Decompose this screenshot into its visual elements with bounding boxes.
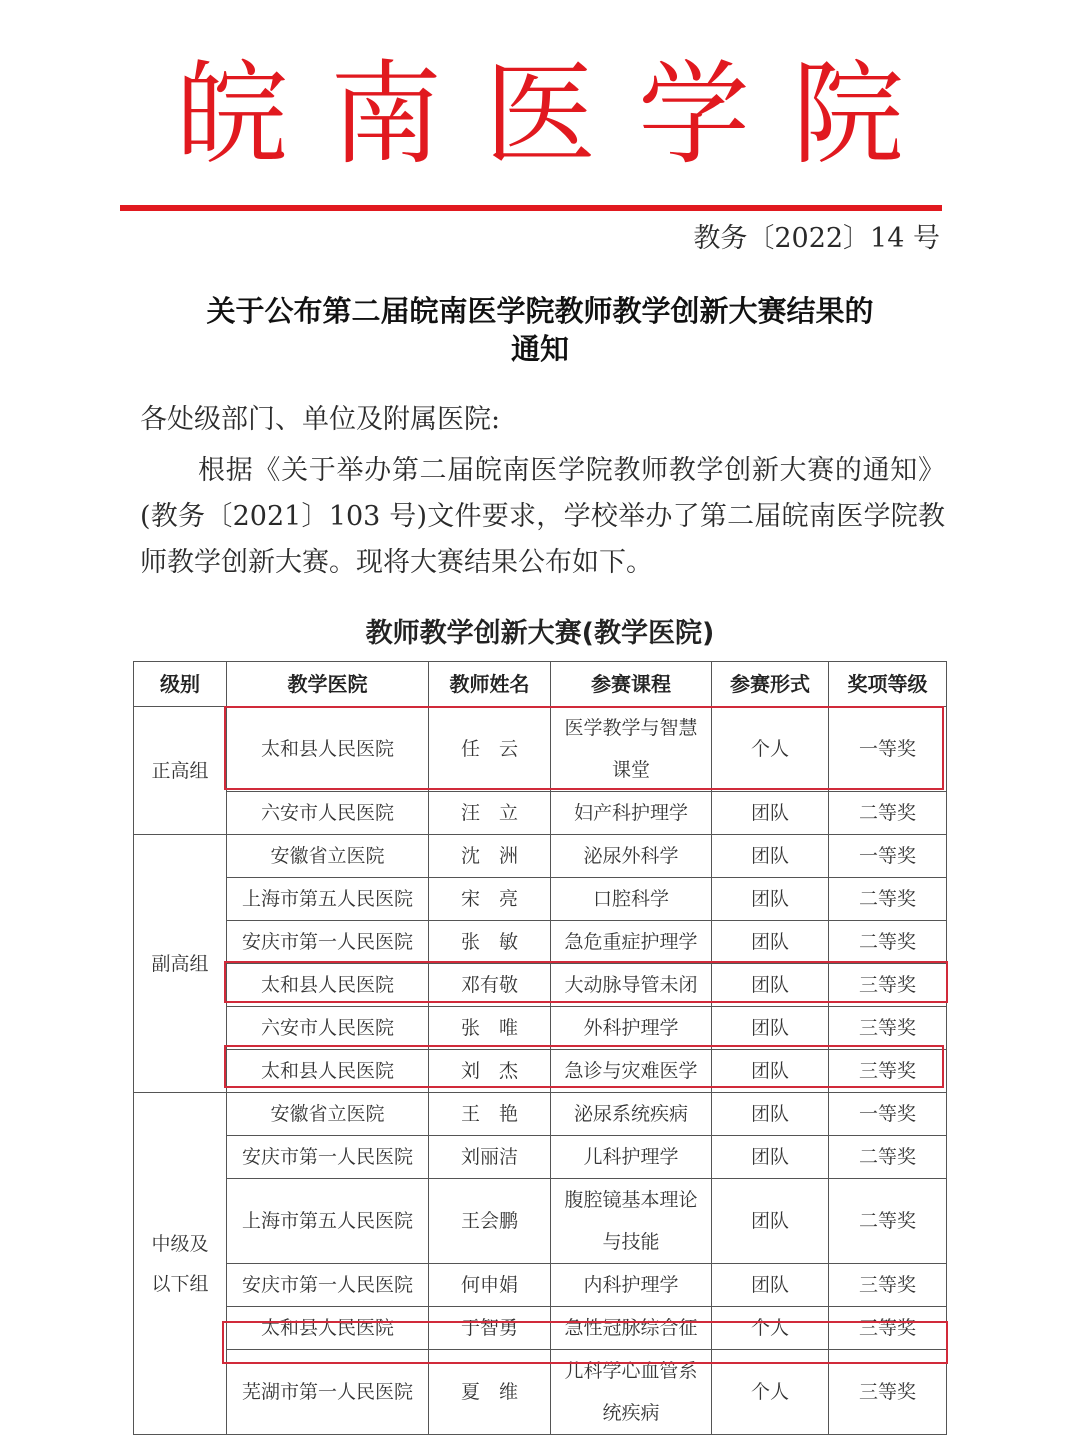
notice-body: 根据《关于举办第二届皖南医学院教师教学创新大赛的通知》(教务〔2021〕103 号)文件要求，学校举办了第二届皖南医学院教师教学创新大赛。现将大赛结果公布如下。 xyxy=(140,455,945,578)
cell-course: 儿科护理学 xyxy=(551,1136,712,1179)
table-row xyxy=(134,1179,947,1264)
cell-course: 泌尿外科学 xyxy=(551,835,712,878)
table-row xyxy=(134,1307,947,1350)
masthead-red-rule xyxy=(120,205,942,211)
cell-format: 个人 xyxy=(712,1307,829,1350)
cell-award: 一等奖 xyxy=(829,707,947,792)
cell-award: 二等奖 xyxy=(829,1136,947,1179)
cell-hospital: 安徽省立医院 xyxy=(227,835,429,878)
cell-award: 三等奖 xyxy=(829,1050,947,1093)
header-teacher: 教师姓名 xyxy=(429,662,551,707)
level-group-senior: 正高组 xyxy=(134,707,227,835)
cell-hospital: 安徽省立医院 xyxy=(227,1093,429,1136)
header-format: 参赛形式 xyxy=(712,662,829,707)
cell-format: 团队 xyxy=(712,792,829,835)
cell-format: 个人 xyxy=(712,1350,829,1435)
cell-course: 外科护理学 xyxy=(551,1007,712,1050)
cell-teacher: 邓有敬 xyxy=(429,964,551,1007)
notice-salutation: 各处级部门、单位及附属医院: xyxy=(140,404,501,435)
cell-teacher: 张 敏 xyxy=(429,921,551,964)
table-row xyxy=(134,1136,947,1179)
cell-format: 团队 xyxy=(712,1093,829,1136)
cell-teacher: 宋 亮 xyxy=(429,878,551,921)
cell-award: 一等奖 xyxy=(829,1093,947,1136)
cell-teacher: 刘 杰 xyxy=(429,1050,551,1093)
table-row xyxy=(134,835,947,878)
cell-hospital: 安庆市第一人民医院 xyxy=(227,921,429,964)
cell-award: 三等奖 xyxy=(829,1350,947,1435)
cell-format: 团队 xyxy=(712,1007,829,1050)
cell-format: 团队 xyxy=(712,1050,829,1093)
cell-hospital: 上海市第五人民医院 xyxy=(227,1179,429,1264)
notice-title-line2: 通知 xyxy=(510,332,569,366)
cell-teacher: 刘丽洁 xyxy=(429,1136,551,1179)
cell-hospital: 太和县人民医院 xyxy=(227,707,429,792)
table-row xyxy=(134,1050,947,1093)
cell-hospital: 太和县人民医院 xyxy=(227,1307,429,1350)
cell-teacher: 张 唯 xyxy=(429,1007,551,1050)
cell-teacher: 何申娟 xyxy=(429,1264,551,1307)
table-row xyxy=(134,878,947,921)
header-award: 奖项等级 xyxy=(829,662,947,707)
cell-teacher: 王 艳 xyxy=(429,1093,551,1136)
table-header-row xyxy=(134,662,947,707)
table-row xyxy=(134,964,947,1007)
cell-award: 二等奖 xyxy=(829,792,947,835)
cell-course: 急危重症护理学 xyxy=(551,921,712,964)
cell-format: 团队 xyxy=(712,1179,829,1264)
cell-course: 大动脉导管未闭 xyxy=(551,964,712,1007)
table-row xyxy=(134,707,947,792)
cell-teacher: 于智勇 xyxy=(429,1307,551,1350)
cell-award: 二等奖 xyxy=(829,1179,947,1264)
cell-teacher: 沈 洲 xyxy=(429,835,551,878)
cell-hospital: 太和县人民医院 xyxy=(227,1050,429,1093)
cell-course: 医学教学与智慧 课堂 xyxy=(551,707,712,792)
level-group-intermediate: 中级及 以下组 xyxy=(134,1093,227,1435)
table-row xyxy=(134,1264,947,1307)
cell-award: 三等奖 xyxy=(829,964,947,1007)
institution-masthead: 皖南医学院 xyxy=(176,50,946,180)
cell-award: 三等奖 xyxy=(829,1307,947,1350)
table-row xyxy=(134,1350,947,1435)
level-group-associate: 副高组 xyxy=(134,835,227,1093)
cell-format: 团队 xyxy=(712,964,829,1007)
cell-course: 内科护理学 xyxy=(551,1264,712,1307)
cell-format: 团队 xyxy=(712,1136,829,1179)
cell-award: 二等奖 xyxy=(829,921,947,964)
cell-hospital: 芜湖市第一人民医院 xyxy=(227,1350,429,1435)
cell-format: 团队 xyxy=(712,1264,829,1307)
cell-format: 团队 xyxy=(712,878,829,921)
results-table xyxy=(133,661,947,1435)
cell-course: 急性冠脉综合征 xyxy=(551,1307,712,1350)
cell-hospital: 安庆市第一人民医院 xyxy=(227,1264,429,1307)
cell-format: 团队 xyxy=(712,835,829,878)
notice-title xyxy=(130,292,950,368)
cell-format: 团队 xyxy=(712,921,829,964)
table-row xyxy=(134,792,947,835)
cell-award: 一等奖 xyxy=(829,835,947,878)
header-course: 参赛课程 xyxy=(551,662,712,707)
cell-format: 个人 xyxy=(712,707,829,792)
cell-teacher: 任 云 xyxy=(429,707,551,792)
cell-award: 三等奖 xyxy=(829,1264,947,1307)
cell-hospital: 六安市人民医院 xyxy=(227,1007,429,1050)
cell-course: 妇产科护理学 xyxy=(551,792,712,835)
document-number: 教务〔2022〕14 号 xyxy=(693,223,940,254)
header-level: 级别 xyxy=(134,662,227,707)
table-title: 教师教学创新大赛(教学医院) xyxy=(365,618,715,649)
cell-hospital: 太和县人民医院 xyxy=(227,964,429,1007)
cell-course: 泌尿系统疾病 xyxy=(551,1093,712,1136)
cell-teacher: 夏 维 xyxy=(429,1350,551,1435)
notice-title-line1: 关于公布第二届皖南医学院教师教学创新大赛结果的 xyxy=(206,294,874,328)
table-row xyxy=(134,1007,947,1050)
cell-course: 儿科学心血管系 统疾病 xyxy=(551,1350,712,1435)
cell-award: 三等奖 xyxy=(829,1007,947,1050)
cell-award: 二等奖 xyxy=(829,878,947,921)
header-hospital: 教学医院 xyxy=(227,662,429,707)
cell-course: 急诊与灾难医学 xyxy=(551,1050,712,1093)
cell-hospital: 上海市第五人民医院 xyxy=(227,878,429,921)
table-row xyxy=(134,1093,947,1136)
cell-course: 腹腔镜基本理论 与技能 xyxy=(551,1179,712,1264)
cell-hospital: 六安市人民医院 xyxy=(227,792,429,835)
cell-teacher: 汪 立 xyxy=(429,792,551,835)
table-row xyxy=(134,921,947,964)
cell-hospital: 安庆市第一人民医院 xyxy=(227,1136,429,1179)
cell-teacher: 王会鹏 xyxy=(429,1179,551,1264)
cell-course: 口腔科学 xyxy=(551,878,712,921)
